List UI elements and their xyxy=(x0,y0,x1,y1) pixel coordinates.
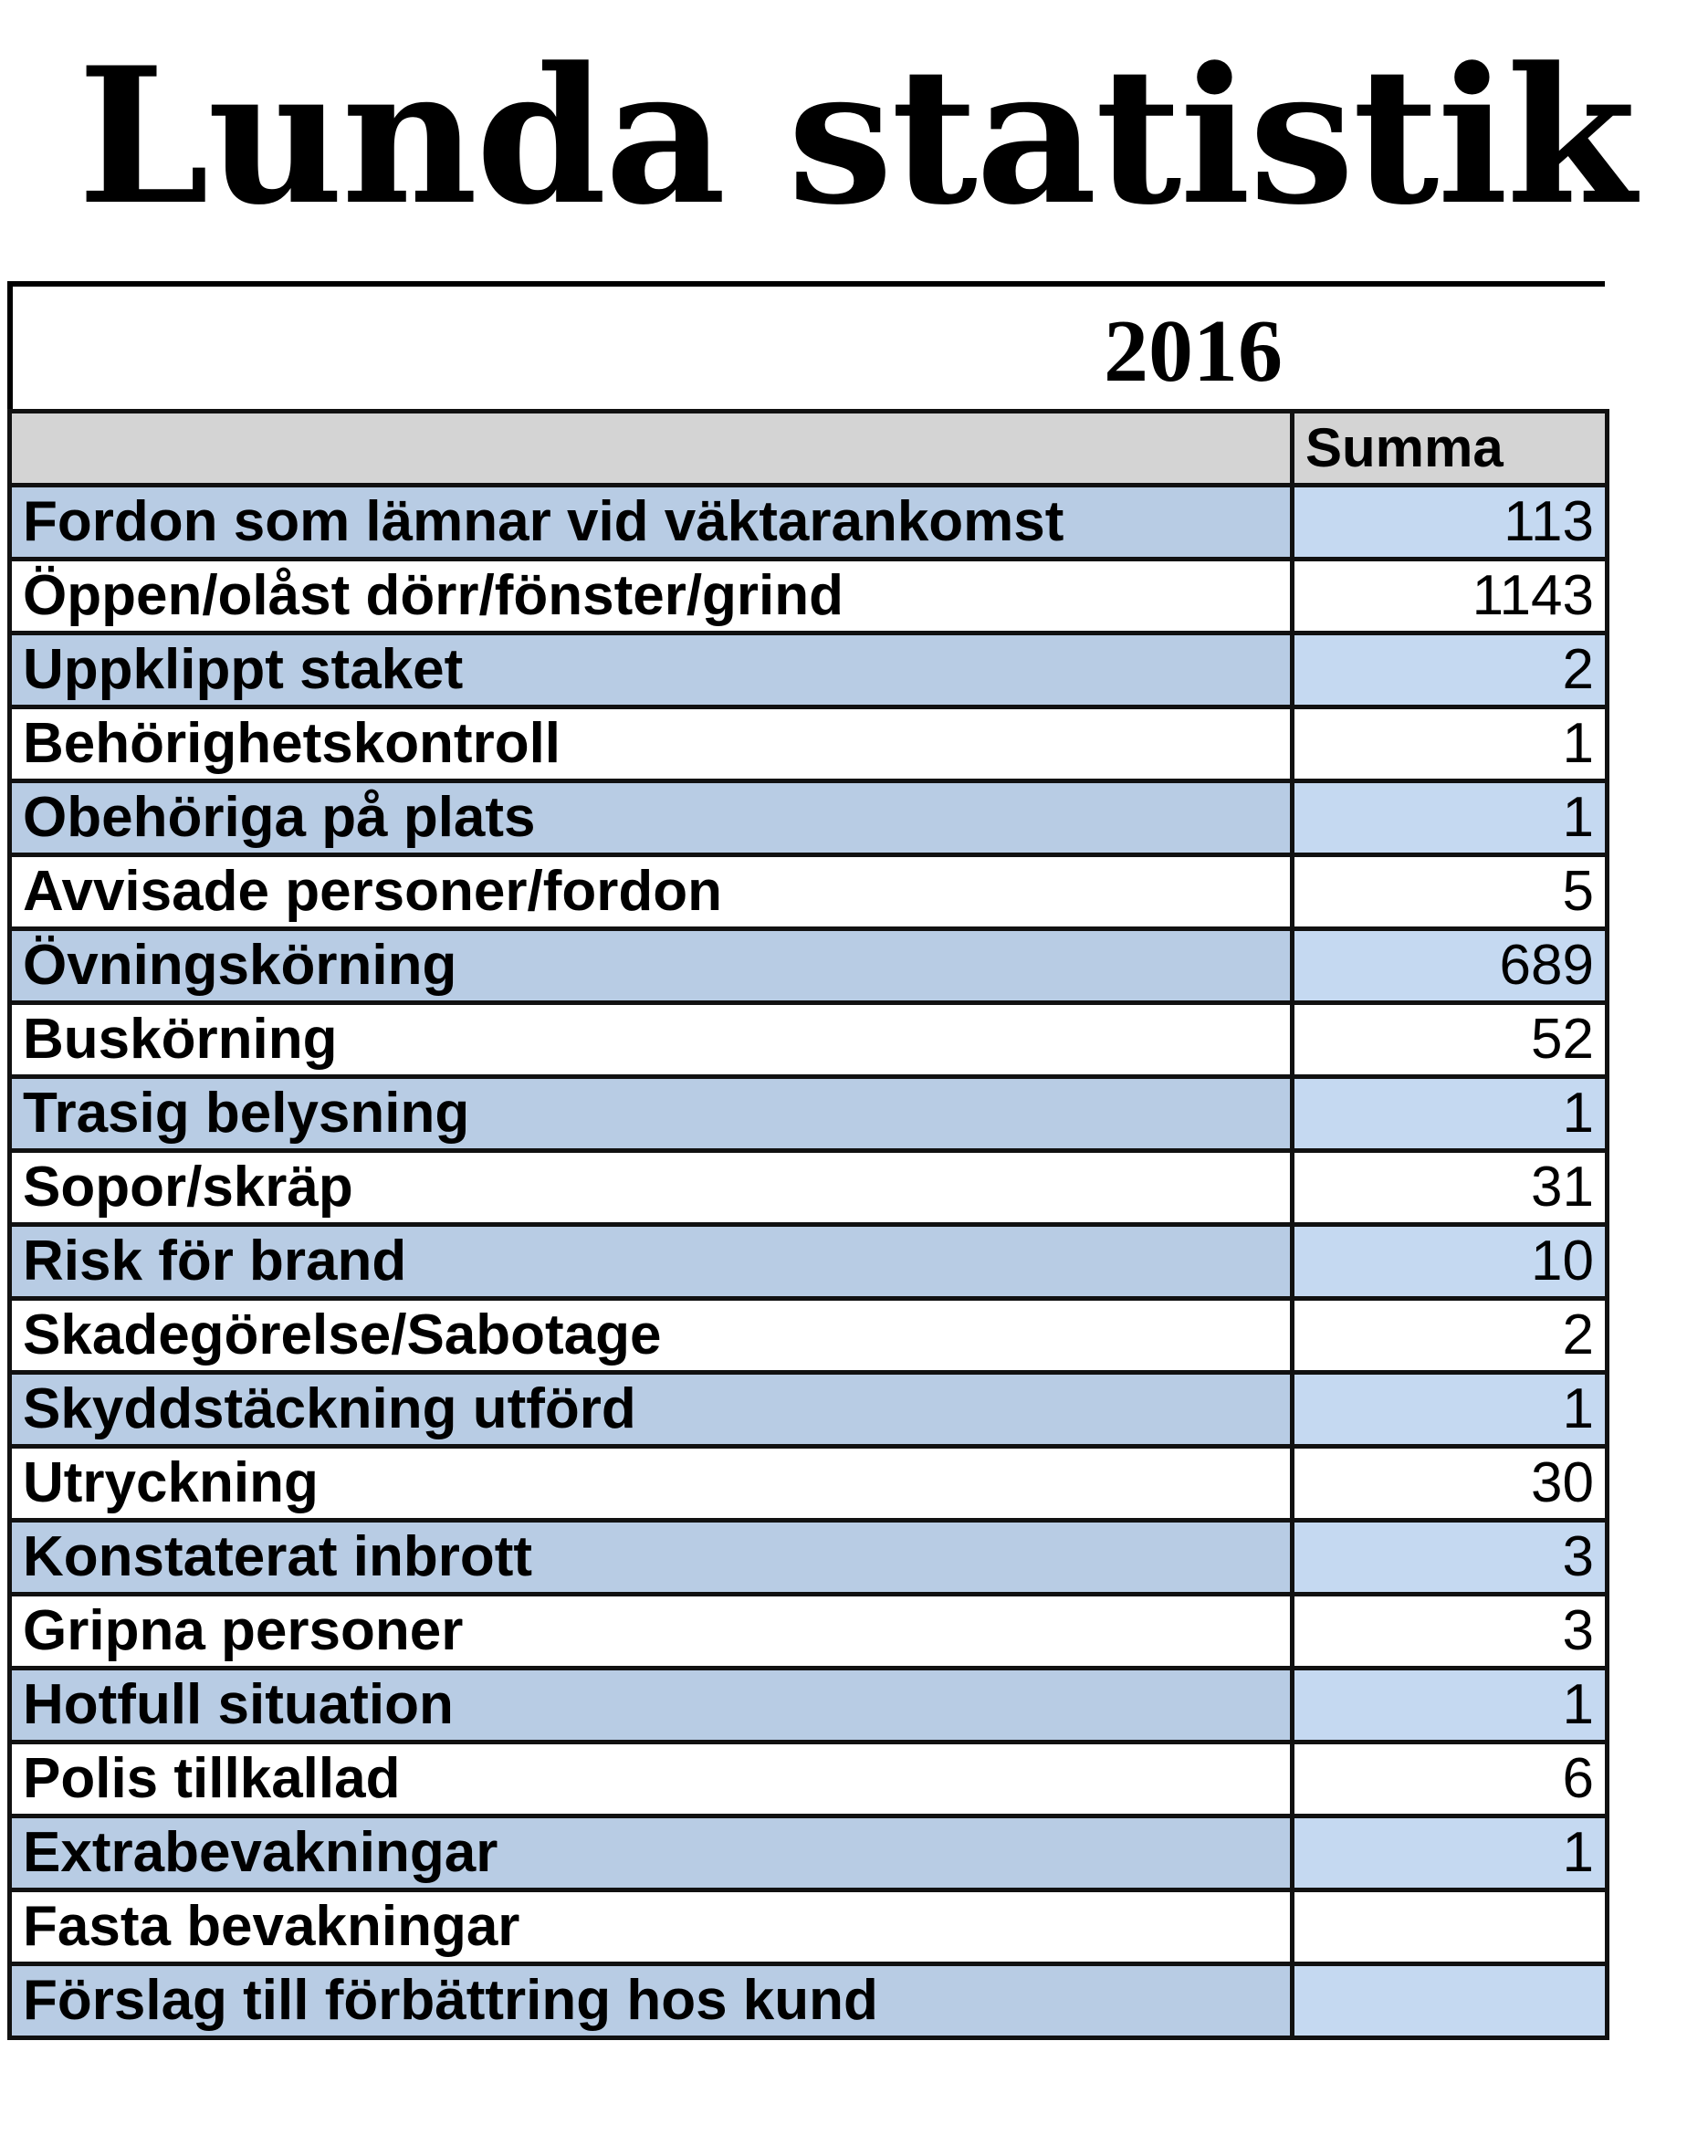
row-value: 1 xyxy=(1293,1077,1608,1151)
table-row xyxy=(10,486,1608,560)
row-label: Fordon som lämnar vid väktarankomst xyxy=(10,486,1293,560)
row-label: Risk för brand xyxy=(10,1225,1293,1299)
row-value: 1 xyxy=(1293,781,1608,855)
table-row xyxy=(10,781,1608,855)
table-row xyxy=(10,1595,1608,1669)
page-title: Lunda statistik xyxy=(78,27,1635,246)
row-label: Obehöriga på plats xyxy=(10,781,1293,855)
row-label: Extrabevakningar xyxy=(10,1816,1293,1890)
table-row xyxy=(10,707,1608,781)
row-value: 3 xyxy=(1293,1595,1608,1669)
row-value: 1 xyxy=(1293,1669,1608,1743)
header-label-cell xyxy=(10,412,1293,486)
row-value xyxy=(1293,1890,1608,1964)
row-value: 31 xyxy=(1293,1151,1608,1225)
row-label: Skyddstäckning utförd xyxy=(10,1373,1293,1447)
row-value: 30 xyxy=(1293,1447,1608,1521)
table-row xyxy=(10,855,1608,929)
row-value: 5 xyxy=(1293,855,1608,929)
row-value xyxy=(1293,1964,1608,2038)
row-value: 10 xyxy=(1293,1225,1608,1299)
row-label: Avvisade personer/fordon xyxy=(10,855,1293,929)
row-value: 2 xyxy=(1293,633,1608,707)
header-summa-cell: Summa xyxy=(1293,412,1608,486)
table-row xyxy=(10,560,1608,633)
table-row xyxy=(10,1816,1608,1890)
row-label: Buskörning xyxy=(10,1003,1293,1077)
row-label: Fasta bevakningar xyxy=(10,1890,1293,1964)
table-header-row xyxy=(10,412,1608,486)
row-value: 2 xyxy=(1293,1299,1608,1373)
row-label: Öppen/olåst dörr/fönster/grind xyxy=(10,560,1293,633)
table-row xyxy=(10,1743,1608,1816)
row-value: 1 xyxy=(1293,707,1608,781)
row-label: Behörighetskontroll xyxy=(10,707,1293,781)
table-row xyxy=(10,1299,1608,1373)
row-label: Polis tillkallad xyxy=(10,1743,1293,1816)
row-label: Gripna personer xyxy=(10,1595,1293,1669)
row-label: Uppklippt staket xyxy=(10,633,1293,707)
table-row xyxy=(10,1225,1608,1299)
table-row xyxy=(10,1964,1608,2038)
row-value: 1143 xyxy=(1293,560,1608,633)
statistics-table xyxy=(7,409,1609,2040)
row-value: 3 xyxy=(1293,1521,1608,1595)
table-body xyxy=(10,486,1608,2038)
row-label: Skadegörelse/Sabotage xyxy=(10,1299,1293,1373)
table-row xyxy=(10,1890,1608,1964)
row-label: Konstaterat inbrott xyxy=(10,1521,1293,1595)
row-label: Förslag till förbättring hos kund xyxy=(10,1964,1293,2038)
row-value: 689 xyxy=(1293,929,1608,1003)
table-row xyxy=(10,1003,1608,1077)
row-value: 1 xyxy=(1293,1373,1608,1447)
row-label: Hotfull situation xyxy=(10,1669,1293,1743)
table-row xyxy=(10,1521,1608,1595)
row-value: 1 xyxy=(1293,1816,1608,1890)
table-row xyxy=(10,1669,1608,1743)
row-label: Sopor/skräp xyxy=(10,1151,1293,1225)
table-row xyxy=(10,929,1608,1003)
row-label: Utryckning xyxy=(10,1447,1293,1521)
row-value: 52 xyxy=(1293,1003,1608,1077)
table-row xyxy=(10,1447,1608,1521)
row-value: 6 xyxy=(1293,1743,1608,1816)
year-label: 2016 xyxy=(1104,302,1283,401)
row-value: 113 xyxy=(1293,486,1608,560)
row-label: Trasig belysning xyxy=(10,1077,1293,1151)
year-header-row xyxy=(7,281,1605,409)
table-row xyxy=(10,1151,1608,1225)
table-row xyxy=(10,633,1608,707)
row-label: Övningskörning xyxy=(10,929,1293,1003)
table-row xyxy=(10,1077,1608,1151)
table-row xyxy=(10,1373,1608,1447)
